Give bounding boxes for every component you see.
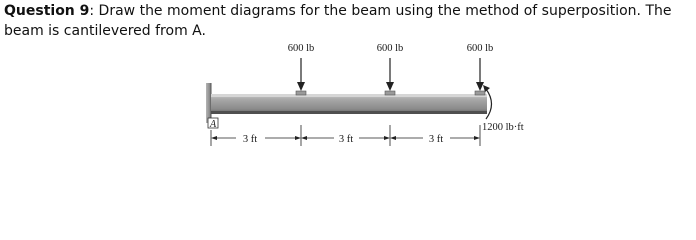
support-label: A xyxy=(210,119,217,130)
question-body: : Draw the moment diagrams for the beam using the method of superposition. The beam is cantilevered from A. xyxy=(4,3,672,39)
load-arrow-2 xyxy=(386,58,394,91)
load-plate-3 xyxy=(475,91,485,95)
load-plate-1 xyxy=(296,91,306,95)
dimension-label-3: 3 ft xyxy=(428,134,444,145)
moment-label: 1200 lb·ft xyxy=(482,122,524,133)
question-number: Question 9 xyxy=(4,3,90,19)
load-label-1: 600 lb xyxy=(287,43,315,54)
load-label-2: 600 lb xyxy=(376,43,404,54)
fixed-support-wall xyxy=(206,83,211,123)
beam xyxy=(211,94,487,114)
load-label-3: 600 lb xyxy=(466,43,494,54)
dimension-label-2: 3 ft xyxy=(338,134,354,145)
load-arrow-3 xyxy=(476,58,484,91)
load-arrow-1 xyxy=(297,58,305,91)
dimension-label-1: 3 ft xyxy=(242,134,258,145)
load-plate-2 xyxy=(385,91,395,95)
